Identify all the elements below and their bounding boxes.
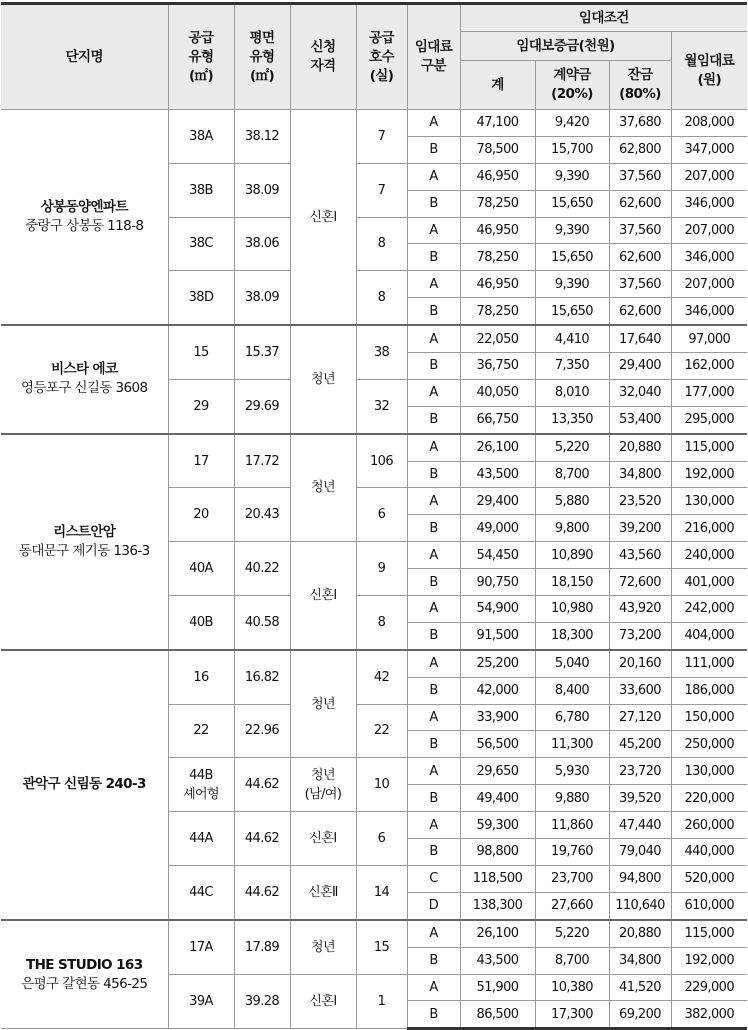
rent-class: A <box>407 650 460 677</box>
deposit-total: 59,300 <box>460 812 535 839</box>
deposit-total: 98,800 <box>460 839 535 866</box>
balance: 41,520 <box>609 974 671 1001</box>
monthly-rent: 401,000 <box>671 569 747 596</box>
header-complex: 단지명 <box>1 4 168 110</box>
balance: 37,560 <box>609 271 671 298</box>
monthly-rent: 250,000 <box>671 731 747 758</box>
balance: 34,800 <box>609 947 671 974</box>
deposit-total: 46,950 <box>460 271 535 298</box>
deposit-total: 42,000 <box>460 677 535 704</box>
down-payment: 23,700 <box>535 865 609 892</box>
plan-area: 44.62 <box>234 865 290 919</box>
rent-class: A <box>407 434 460 461</box>
supply-type: 17A <box>168 920 234 974</box>
table-row <box>1 110 747 137</box>
down-payment: 18,150 <box>535 569 609 596</box>
monthly-rent: 111,000 <box>671 650 747 677</box>
monthly-rent: 240,000 <box>671 542 747 569</box>
unit-count: 8 <box>356 217 407 271</box>
deposit-total: 118,500 <box>460 865 535 892</box>
deposit-total: 54,900 <box>460 596 535 623</box>
balance: 45,200 <box>609 731 671 758</box>
unit-count: 42 <box>356 650 407 704</box>
down-payment: 8,700 <box>535 947 609 974</box>
header-supply-type: 공급 유형 (㎡) <box>168 4 234 110</box>
balance: 37,680 <box>609 110 671 137</box>
deposit-total: 51,900 <box>460 974 535 1001</box>
down-payment: 4,410 <box>535 325 609 352</box>
deposit-total: 78,250 <box>460 298 535 325</box>
balance: 32,040 <box>609 379 671 406</box>
balance: 34,800 <box>609 461 671 488</box>
supply-type: 16 <box>168 650 234 704</box>
supply-type: 38D <box>168 271 234 325</box>
rent-class: B <box>407 731 460 758</box>
rent-class: A <box>407 704 460 731</box>
supply-type: 44B 셰어형 <box>168 758 234 812</box>
rent-class: B <box>407 190 460 217</box>
unit-count: 1 <box>356 974 407 1029</box>
deposit-total: 46,950 <box>460 217 535 244</box>
rent-class: B <box>407 785 460 812</box>
plan-area: 17.89 <box>234 920 290 974</box>
balance: 94,800 <box>609 865 671 892</box>
complex-address: 중랑구 상봉동 118-8 <box>25 218 144 235</box>
deposit-total: 86,500 <box>460 1001 535 1029</box>
rent-class: A <box>407 488 460 515</box>
monthly-rent: 220,000 <box>671 785 747 812</box>
table-row <box>1 920 747 947</box>
unit-count: 6 <box>356 488 407 542</box>
deposit-total: 78,500 <box>460 136 535 163</box>
plan-area: 44.62 <box>234 758 290 812</box>
rent-class: B <box>407 298 460 325</box>
header-conditions: 임대조건 <box>460 4 747 32</box>
supply-type: 15 <box>168 325 234 379</box>
supply-type: 22 <box>168 704 234 758</box>
deposit-total: 47,100 <box>460 110 535 137</box>
deposit-total: 26,100 <box>460 920 535 947</box>
plan-area: 40.58 <box>234 596 290 650</box>
complex-name: THE STUDIO 163 <box>25 956 143 973</box>
monthly-rent: 97,000 <box>671 325 747 352</box>
complex-name: 관악구 신림동 240-3 <box>22 776 146 793</box>
down-payment: 9,880 <box>535 785 609 812</box>
down-payment: 13,350 <box>535 406 609 433</box>
rent-class: B <box>407 839 460 866</box>
plan-area: 39.28 <box>234 974 290 1029</box>
monthly-rent: 150,000 <box>671 704 747 731</box>
table-row <box>1 434 747 461</box>
down-payment: 9,420 <box>535 110 609 137</box>
rent-class: A <box>407 379 460 406</box>
rent-class: A <box>407 163 460 190</box>
rent-class: A <box>407 596 460 623</box>
deposit-total: 56,500 <box>460 731 535 758</box>
monthly-rent: 115,000 <box>671 434 747 461</box>
deposit-total: 78,250 <box>460 190 535 217</box>
deposit-total: 43,500 <box>460 461 535 488</box>
down-payment: 15,650 <box>535 298 609 325</box>
down-payment: 19,760 <box>535 839 609 866</box>
supply-type: 29 <box>168 379 234 433</box>
deposit-total: 26,100 <box>460 434 535 461</box>
rent-class: B <box>407 353 460 380</box>
monthly-rent: 177,000 <box>671 379 747 406</box>
down-payment: 15,650 <box>535 190 609 217</box>
plan-area: 38.12 <box>234 110 290 164</box>
down-payment: 11,300 <box>535 731 609 758</box>
deposit-total: 43,500 <box>460 947 535 974</box>
monthly-rent: 346,000 <box>671 244 747 271</box>
qualification: 청년 (남/여) <box>290 758 356 812</box>
down-payment: 9,390 <box>535 271 609 298</box>
qualification: 청년 <box>290 325 356 434</box>
monthly-rent: 130,000 <box>671 488 747 515</box>
rental-conditions-table <box>1 2 747 1030</box>
plan-area: 44.62 <box>234 812 290 866</box>
rent-class: A <box>407 812 460 839</box>
qualification: 청년 <box>290 434 356 542</box>
deposit-total: 33,900 <box>460 704 535 731</box>
rent-class: A <box>407 920 460 947</box>
qualification: 신혼Ⅰ <box>290 974 356 1029</box>
plan-area: 22.96 <box>234 704 290 758</box>
qualification: 신혼Ⅰ <box>290 542 356 650</box>
plan-area: 38.09 <box>234 271 290 325</box>
qualification: 신혼Ⅱ <box>290 865 356 919</box>
balance: 39,200 <box>609 515 671 542</box>
complex-cell <box>1 110 168 326</box>
monthly-rent: 207,000 <box>671 163 747 190</box>
down-payment: 5,220 <box>535 920 609 947</box>
plan-area: 29.69 <box>234 379 290 433</box>
monthly-rent: 207,000 <box>671 217 747 244</box>
unit-count: 6 <box>356 812 407 866</box>
supply-type: 44A <box>168 812 234 866</box>
rent-class: A <box>407 542 460 569</box>
monthly-rent: 216,000 <box>671 515 747 542</box>
monthly-rent: 295,000 <box>671 406 747 433</box>
deposit-total: 40,050 <box>460 379 535 406</box>
header-rent-class: 임대료 구분 <box>407 4 460 110</box>
supply-type: 17 <box>168 434 234 488</box>
header-monthly: 월임대료 (원) <box>671 32 747 110</box>
unit-count: 38 <box>356 325 407 379</box>
unit-count: 15 <box>356 920 407 974</box>
monthly-rent: 404,000 <box>671 622 747 649</box>
supply-type: 40B <box>168 596 234 650</box>
complex-name: 리스트안암 <box>53 523 116 540</box>
supply-type: 38C <box>168 217 234 271</box>
rent-class: B <box>407 406 460 433</box>
complex-address: 은평구 갈현동 456-25 <box>21 975 148 992</box>
deposit-total: 138,300 <box>460 892 535 919</box>
balance: 23,520 <box>609 488 671 515</box>
header-balance: 잔금 (80%) <box>609 61 671 110</box>
balance: 69,200 <box>609 1001 671 1029</box>
balance: 62,800 <box>609 136 671 163</box>
qualification: 신혼Ⅰ <box>290 812 356 866</box>
down-payment: 11,860 <box>535 812 609 839</box>
unit-count: 10 <box>356 758 407 812</box>
monthly-rent: 192,000 <box>671 461 747 488</box>
balance: 20,880 <box>609 920 671 947</box>
unit-count: 106 <box>356 434 407 488</box>
monthly-rent: 130,000 <box>671 758 747 785</box>
rent-class: A <box>407 217 460 244</box>
monthly-rent: 162,000 <box>671 353 747 380</box>
unit-count: 14 <box>356 865 407 919</box>
down-payment: 18,300 <box>535 622 609 649</box>
unit-count: 8 <box>356 596 407 650</box>
down-payment: 10,890 <box>535 542 609 569</box>
supply-type: 39A <box>168 974 234 1029</box>
balance: 62,600 <box>609 298 671 325</box>
table-row <box>1 650 747 677</box>
table-header <box>1 4 747 110</box>
header-deposit: 임대보증금(천원) <box>460 32 671 61</box>
plan-area: 20.43 <box>234 488 290 542</box>
balance: 79,040 <box>609 839 671 866</box>
monthly-rent: 208,000 <box>671 110 747 137</box>
monthly-rent: 382,000 <box>671 1001 747 1029</box>
qualification: 청년 <box>290 650 356 758</box>
unit-count: 7 <box>356 110 407 164</box>
rent-class: B <box>407 136 460 163</box>
complex-cell <box>1 920 168 1029</box>
balance: 47,440 <box>609 812 671 839</box>
rent-class: B <box>407 244 460 271</box>
complex-cell <box>1 325 168 434</box>
complex-cell <box>1 434 168 650</box>
down-payment: 17,300 <box>535 1001 609 1029</box>
down-payment: 9,390 <box>535 217 609 244</box>
down-payment: 15,650 <box>535 244 609 271</box>
balance: 53,400 <box>609 406 671 433</box>
monthly-rent: 192,000 <box>671 947 747 974</box>
down-payment: 8,400 <box>535 677 609 704</box>
down-payment: 9,390 <box>535 163 609 190</box>
deposit-total: 46,950 <box>460 163 535 190</box>
rent-class: B <box>407 569 460 596</box>
table-body <box>1 110 747 1029</box>
unit-count: 22 <box>356 704 407 758</box>
balance: 37,560 <box>609 217 671 244</box>
complex-address: 동대문구 제기동 136-3 <box>18 542 150 559</box>
balance: 73,200 <box>609 622 671 649</box>
deposit-total: 91,500 <box>460 622 535 649</box>
header-down: 계약금 (20%) <box>535 61 609 110</box>
plan-area: 16.82 <box>234 650 290 704</box>
balance: 72,600 <box>609 569 671 596</box>
qualification: 신혼Ⅰ <box>290 110 356 326</box>
rent-class: A <box>407 110 460 137</box>
balance: 27,120 <box>609 704 671 731</box>
unit-count: 9 <box>356 542 407 596</box>
monthly-rent: 186,000 <box>671 677 747 704</box>
deposit-total: 29,650 <box>460 758 535 785</box>
rent-class: A <box>407 758 460 785</box>
monthly-rent: 229,000 <box>671 974 747 1001</box>
deposit-total: 29,400 <box>460 488 535 515</box>
deposit-total: 36,750 <box>460 353 535 380</box>
monthly-rent: 115,000 <box>671 920 747 947</box>
monthly-rent: 346,000 <box>671 298 747 325</box>
down-payment: 8,700 <box>535 461 609 488</box>
down-payment: 5,040 <box>535 650 609 677</box>
complex-address: 영등포구 신길동 3608 <box>21 380 148 397</box>
table-row <box>1 325 747 352</box>
balance: 62,600 <box>609 244 671 271</box>
monthly-rent: 440,000 <box>671 839 747 866</box>
monthly-rent: 347,000 <box>671 136 747 163</box>
plan-area: 40.22 <box>234 542 290 596</box>
rent-class: B <box>407 622 460 649</box>
balance: 20,160 <box>609 650 671 677</box>
rent-class: B <box>407 947 460 974</box>
complex-name: 비스타 에코 <box>51 361 118 378</box>
monthly-rent: 207,000 <box>671 271 747 298</box>
deposit-total: 54,450 <box>460 542 535 569</box>
balance: 43,920 <box>609 596 671 623</box>
down-payment: 9,800 <box>535 515 609 542</box>
balance: 110,640 <box>609 892 671 919</box>
balance: 29,400 <box>609 353 671 380</box>
supply-type: 38A <box>168 110 234 164</box>
balance: 23,720 <box>609 758 671 785</box>
unit-count: 32 <box>356 379 407 433</box>
balance: 33,600 <box>609 677 671 704</box>
supply-type: 40A <box>168 542 234 596</box>
down-payment: 27,660 <box>535 892 609 919</box>
unit-count: 7 <box>356 163 407 217</box>
plan-area: 38.06 <box>234 217 290 271</box>
down-payment: 7,350 <box>535 353 609 380</box>
balance: 43,560 <box>609 542 671 569</box>
plan-area: 15.37 <box>234 325 290 379</box>
balance: 17,640 <box>609 325 671 352</box>
down-payment: 5,930 <box>535 758 609 785</box>
down-payment: 6,780 <box>535 704 609 731</box>
rent-class: D <box>407 892 460 919</box>
plan-area: 17.72 <box>234 434 290 488</box>
deposit-total: 90,750 <box>460 569 535 596</box>
header-total: 계 <box>460 61 535 110</box>
balance: 37,560 <box>609 163 671 190</box>
balance: 20,880 <box>609 434 671 461</box>
complex-cell <box>1 650 168 920</box>
down-payment: 15,700 <box>535 136 609 163</box>
unit-count: 8 <box>356 271 407 325</box>
deposit-total: 25,200 <box>460 650 535 677</box>
balance: 62,600 <box>609 190 671 217</box>
complex-name: 상봉동양엔파트 <box>40 199 128 216</box>
deposit-total: 49,000 <box>460 515 535 542</box>
rent-class: A <box>407 325 460 352</box>
deposit-total: 66,750 <box>460 406 535 433</box>
supply-type: 44C <box>168 865 234 919</box>
plan-area: 38.09 <box>234 163 290 217</box>
down-payment: 10,380 <box>535 974 609 1001</box>
monthly-rent: 520,000 <box>671 865 747 892</box>
down-payment: 5,220 <box>535 434 609 461</box>
down-payment: 8,010 <box>535 379 609 406</box>
balance: 39,520 <box>609 785 671 812</box>
down-payment: 5,880 <box>535 488 609 515</box>
down-payment: 10,980 <box>535 596 609 623</box>
header-units: 공급 호수 (실) <box>356 4 407 110</box>
rent-class: B <box>407 515 460 542</box>
rent-class: B <box>407 677 460 704</box>
monthly-rent: 242,000 <box>671 596 747 623</box>
rent-class: B <box>407 461 460 488</box>
rent-class: B <box>407 1001 460 1029</box>
rent-class: A <box>407 974 460 1001</box>
supply-type: 20 <box>168 488 234 542</box>
monthly-rent: 346,000 <box>671 190 747 217</box>
monthly-rent: 610,000 <box>671 892 747 919</box>
deposit-total: 78,250 <box>460 244 535 271</box>
header-qualification: 신청 자격 <box>290 4 356 110</box>
header-plan-type: 평면 유형 (㎡) <box>234 4 290 110</box>
monthly-rent: 260,000 <box>671 812 747 839</box>
rent-class: C <box>407 865 460 892</box>
deposit-total: 49,400 <box>460 785 535 812</box>
deposit-total: 22,050 <box>460 325 535 352</box>
rent-class: A <box>407 271 460 298</box>
supply-type: 38B <box>168 163 234 217</box>
qualification: 청년 <box>290 920 356 974</box>
